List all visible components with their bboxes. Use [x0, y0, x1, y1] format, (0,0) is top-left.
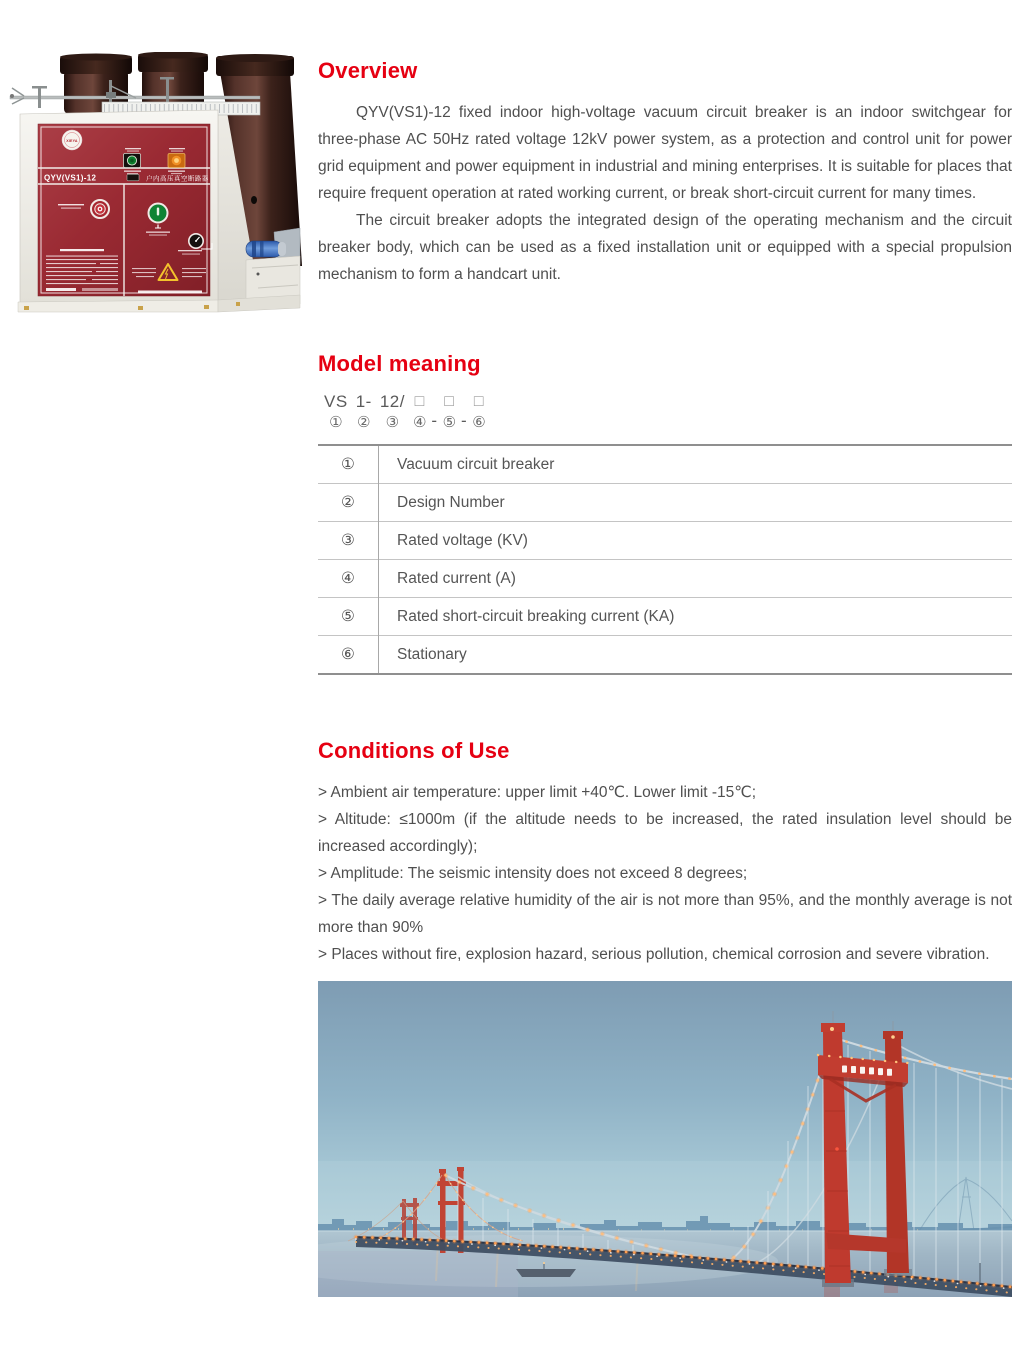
table-row [318, 445, 1012, 484]
row-number: ⑤ [318, 598, 379, 636]
row-number: ⑥ [318, 636, 379, 675]
row-description: Design Number [379, 484, 1013, 522]
overview-paragraph: The circuit breaker adopts the integrated design of the operating mechanism and the circuit breaker body, which can be used as a fixed installation unit or equipped with a special propulsion mechanism to form a handcart unit. [318, 212, 1012, 283]
model-code-segment: - [431, 411, 438, 430]
conditions-heading: Conditions of Use [318, 738, 510, 763]
blue-handle [246, 241, 286, 257]
row-description: Rated current (A) [379, 560, 1013, 598]
overview-paragraph: QYV(VS1)-12 fixed indoor high-voltage vacuum circuit breaker is an indoor switchgear for three-phase AC 50Hz rated voltage 12kV power system, as a protection and control unit for power grid equipment and power equipment in industrial and mining enterprises. It is suitable for places that require frequent operation at rated working current, or break short-circuit current for many times. [318, 104, 1012, 202]
model-code-segment: 1- ② [355, 392, 372, 431]
model-meaning-heading: Model meaning [318, 351, 481, 376]
product-photo [8, 52, 304, 318]
bridge-photo [318, 981, 1012, 1297]
row-description: Stationary [379, 636, 1013, 675]
model-code-segment: 12/ ③ [379, 392, 405, 431]
table-row [318, 560, 1012, 598]
row-number: ④ [318, 560, 379, 598]
condition-item: > Ambient air temperature: upper limit +40℃. Lower limit -15℃; [318, 784, 756, 801]
row-description: Vacuum circuit breaker [397, 455, 555, 473]
panel-cn-label: 户内高压真空断路器 [146, 175, 209, 183]
row-description: Rated voltage (KV) [379, 522, 1013, 560]
condition-item: > Places without fire, explosion hazard, serious pollution, chemical corrosion and severe vibration. [318, 946, 990, 963]
table-row [318, 636, 1012, 675]
row-number: ③ [318, 522, 379, 560]
model-meaning-table [318, 444, 1012, 675]
model-code-segment: - [461, 411, 468, 430]
logo-text: XIEYA [66, 139, 78, 143]
main-content [318, 0, 1012, 1297]
table-row [318, 598, 1012, 636]
model-code-segment: □ ⑥ [472, 393, 486, 431]
model-code-diagram [320, 392, 1012, 432]
row-number: ① [318, 445, 379, 484]
overview-heading: Overview [318, 58, 418, 83]
brand-logo [62, 130, 82, 150]
condition-item: > Altitude: ≤1000m (if the altitude needs to be increased, the rated insulation level should be increased accordingly); [318, 811, 1012, 855]
table-row [318, 522, 1012, 560]
table-row [318, 484, 1012, 522]
row-number: ② [318, 484, 379, 522]
panel-model-label: QYV(VS1)-12 [44, 173, 97, 183]
model-code-segment: □ ⑤ [442, 393, 457, 431]
condition-item: > Amplitude: The seismic intensity does not exceed 8 degrees; [318, 865, 748, 882]
row-description: Rated short-circuit breaking current (KA) [379, 598, 1013, 636]
model-code-segment: VS ① [324, 392, 348, 431]
manufacturer-line [138, 291, 202, 294]
model-code-segment: □ ④ [412, 393, 427, 431]
condition-item: > The daily average relative humidity of the air is not more than 95%, and the monthly average is not more than 90% [318, 892, 1012, 936]
